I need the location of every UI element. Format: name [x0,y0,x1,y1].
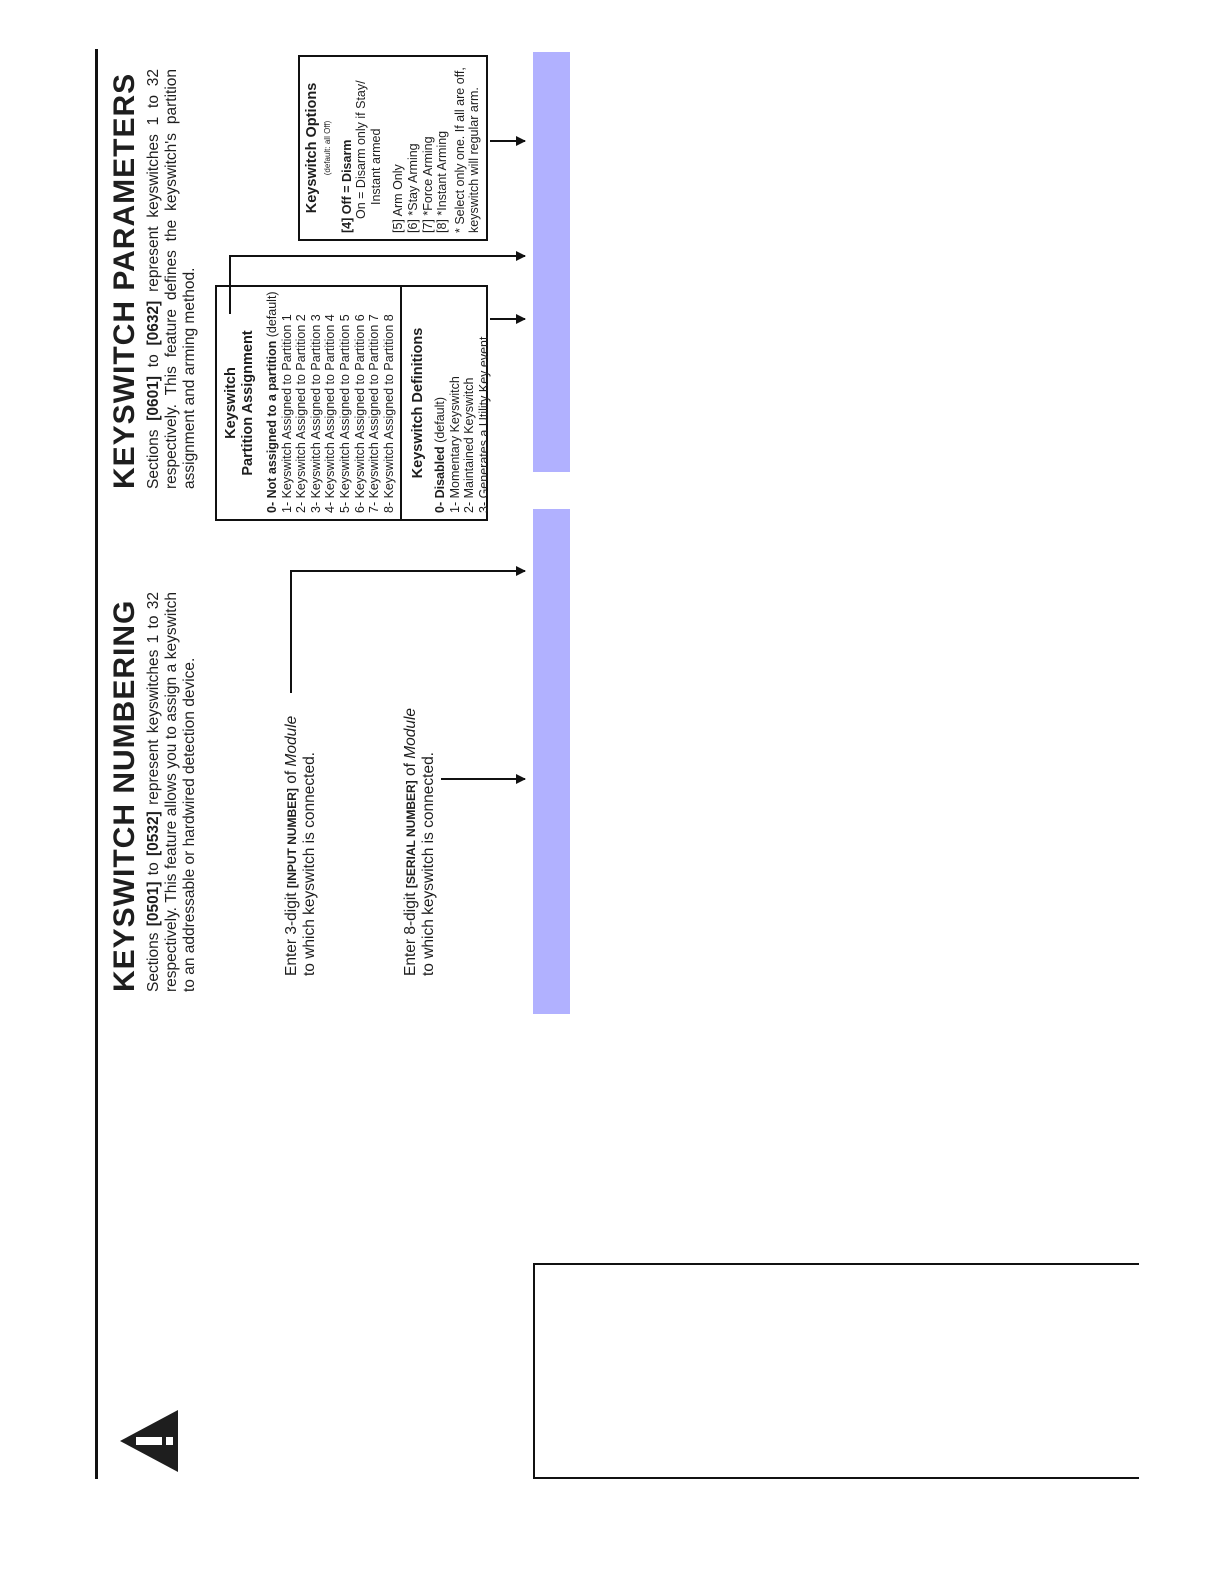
footer-frame [533,1263,1139,1479]
definition-option: 3- Generates a Utility Key event [476,336,491,513]
parameters-title: KEYSWITCH PARAMETERS [108,72,141,489]
input-number-arrow [291,571,525,693]
definitions-heading: Keyswitch Definitions [410,327,426,479]
definition-option: 2- Maintained Keyswitch [462,377,477,513]
partition-option: 0- Not assigned to a partition (default) [265,291,279,513]
numbering-title: KEYSWITCH NUMBERING [108,599,141,992]
option-item: On = Disarm only if Stay/ [354,80,369,219]
partition-option: 2- Keyswitch Assigned to Partition 2 [294,314,309,513]
option-item: [4] Off = Disarm [339,139,354,233]
partition-option: 5- Keyswitch Assigned to Partition 5 [337,314,352,513]
options-note: * Select only one. If all are off, [452,67,467,233]
partition-option: 3- Keyswitch Assigned to Partition 3 [308,314,323,513]
partition-option: 1- Keyswitch Assigned to Partition 1 [279,314,294,513]
option-item: [8] *Instant Arming [435,130,450,233]
options-heading: Keyswitch Options [304,82,320,214]
partition-arrow [230,256,525,314]
input-number-entry: Enter 3-digit [INPUT NUMBER] of Module to which keyswitch is connected. [283,715,318,976]
partition-option: 6- Keyswitch Assigned to Partition 6 [352,314,367,513]
numbering-description: Sections [0501] to [0532] represent keyswitches 1 to 32 respectively. This feature allows you to assign a keyswitch to an addressable or hardwired detection device. [145,592,198,992]
serial-number-entry: Enter 8-digit [SERIAL NUMBER] of Module to which keyswitch is connected. [402,707,437,976]
parameters-description: Sections [0601] to [0632] represent keyswitches 1 to 32 respectively. This feature defines the keyswitch's partition assignment and arming method. [145,69,198,489]
partition-option: 8- Keyswitch Assigned to Partition 8 [381,314,396,513]
partition-option: 4- Keyswitch Assigned to Partition 4 [323,314,338,513]
definition-option: 1- Momentary Keyswitch [447,376,462,513]
options-subheading: (default: all Off) [323,120,332,176]
options-note: keyswitch will regular arm. [467,87,482,233]
option-item: Instant armed [368,128,383,205]
definition-option: 0- Disabled (default) [433,396,447,513]
partition-option: 7- Keyswitch Assigned to Partition 7 [367,314,382,513]
option-item: [6] *Stay Arming [405,143,420,233]
option-item: [7] *Force Arming [420,136,435,233]
partition-assignment-heading: Keyswitch Partition Assignment [223,330,256,476]
option-item: [5] Arm Only [391,164,406,233]
